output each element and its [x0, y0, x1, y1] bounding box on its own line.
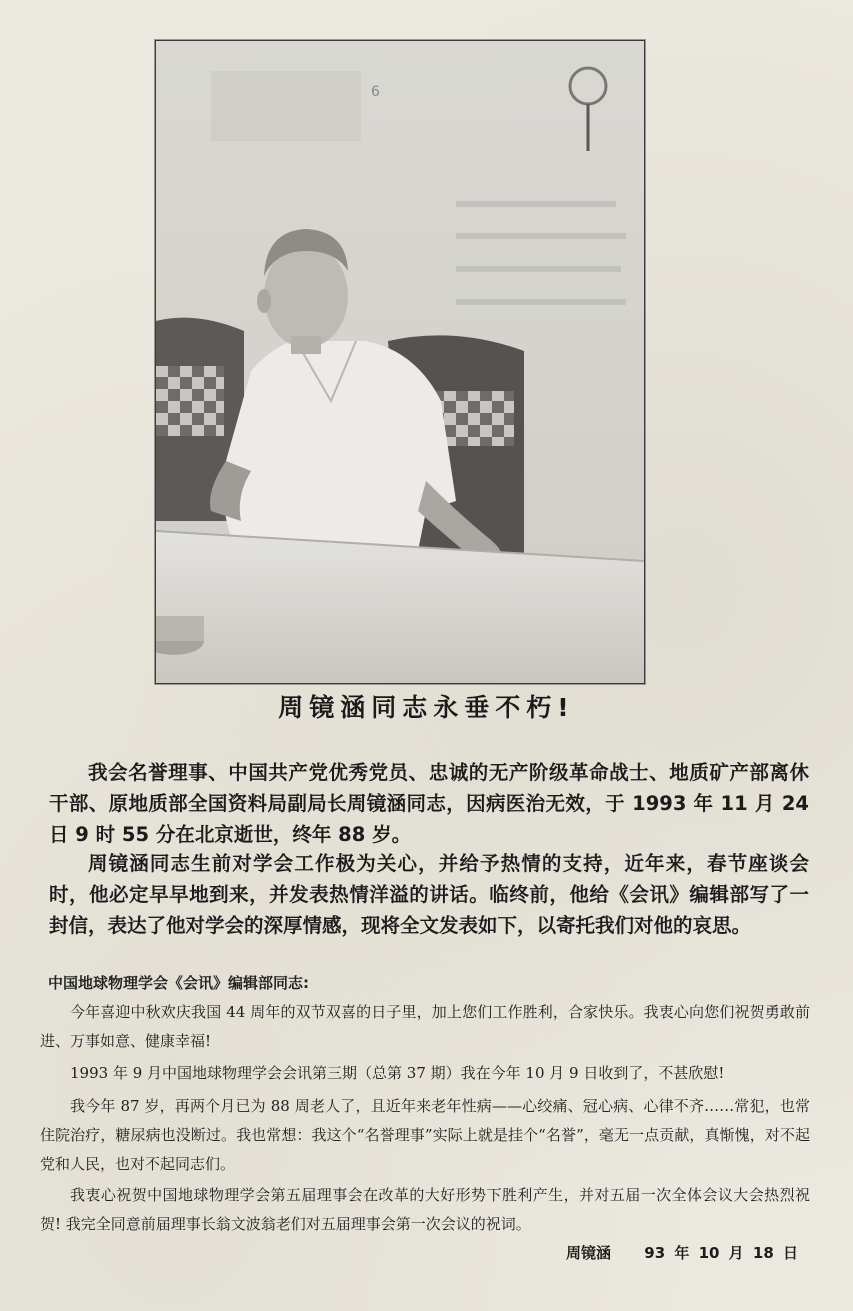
letter-paragraph-4: 我衷心祝贺中国地球物理学会第五届理事会在改革的大好形势下胜利产生，并对五届一次全体会议大会热烈祝贺! 我完全同意前届理事长翁文波翁老们对五届理事会第一次会议的祝词。 [40, 1186, 810, 1233]
signature-date: 93 年 10 月 18 日 [644, 1244, 798, 1262]
letter-salutation: 中国地球物理学会《会讯》编辑部同志: [48, 974, 310, 992]
letter-paragraph-2: 1993 年 9 月中国地球物理学会会讯第三期（总第 37 期）我在今年 10 月 9 日收到了，不甚欣慰! [70, 1064, 725, 1082]
intro-paragraph-2: 周镜涵同志生前对学会工作极为关心，并给予热情的支持，近年来，春节座谈会时，他必定早早地到来，并发表热情洋溢的讲话。临终前，他给《会讯》编辑部写了一封信，表达了他对学会的深厚情感，现将全文发表如下，以寄托我们对他的哀思。 [49, 852, 809, 937]
letter-paragraph-1: 今年喜迎中秋欢庆我国 44 周年的双节双喜的日子里，加上您们工作胜利，合家快乐。我衷心向您们祝贺勇敢前进、万事如意、健康幸福! [40, 1003, 810, 1050]
portrait-photo-image [156, 41, 644, 683]
signature-name: 周镜涵 [566, 1244, 612, 1262]
headline: 周镜涵同志永垂不朽! [278, 693, 575, 722]
letter-signature [566, 1242, 798, 1263]
intro-paragraph-1: 我会名誉理事、中国共产党优秀党员、忠诚的无产阶级革命战士、地质矿产部离休干部、原地质部全国资料局副局长周镜涵同志，因病医治无效，于 1993 年 11 月 24 日 9 时 55 分在北京逝世，终年 88 岁。 [49, 761, 809, 846]
letter-paragraph-3: 我今年 87 岁，再两个月已为 88 周老人了，且近年来老年性病——心绞痛、冠心病、心律不齐……常犯，也常住院治疗，糖尿病也没断过。我也常想：我这个“名誉理事”实际上就是挂个“名誉”，毫无一点贡献，真惭愧，对不起党和人民，也对不起同志们。 [40, 1097, 810, 1173]
portrait-photo [155, 40, 645, 684]
svg-text:6: 6 [371, 84, 380, 100]
